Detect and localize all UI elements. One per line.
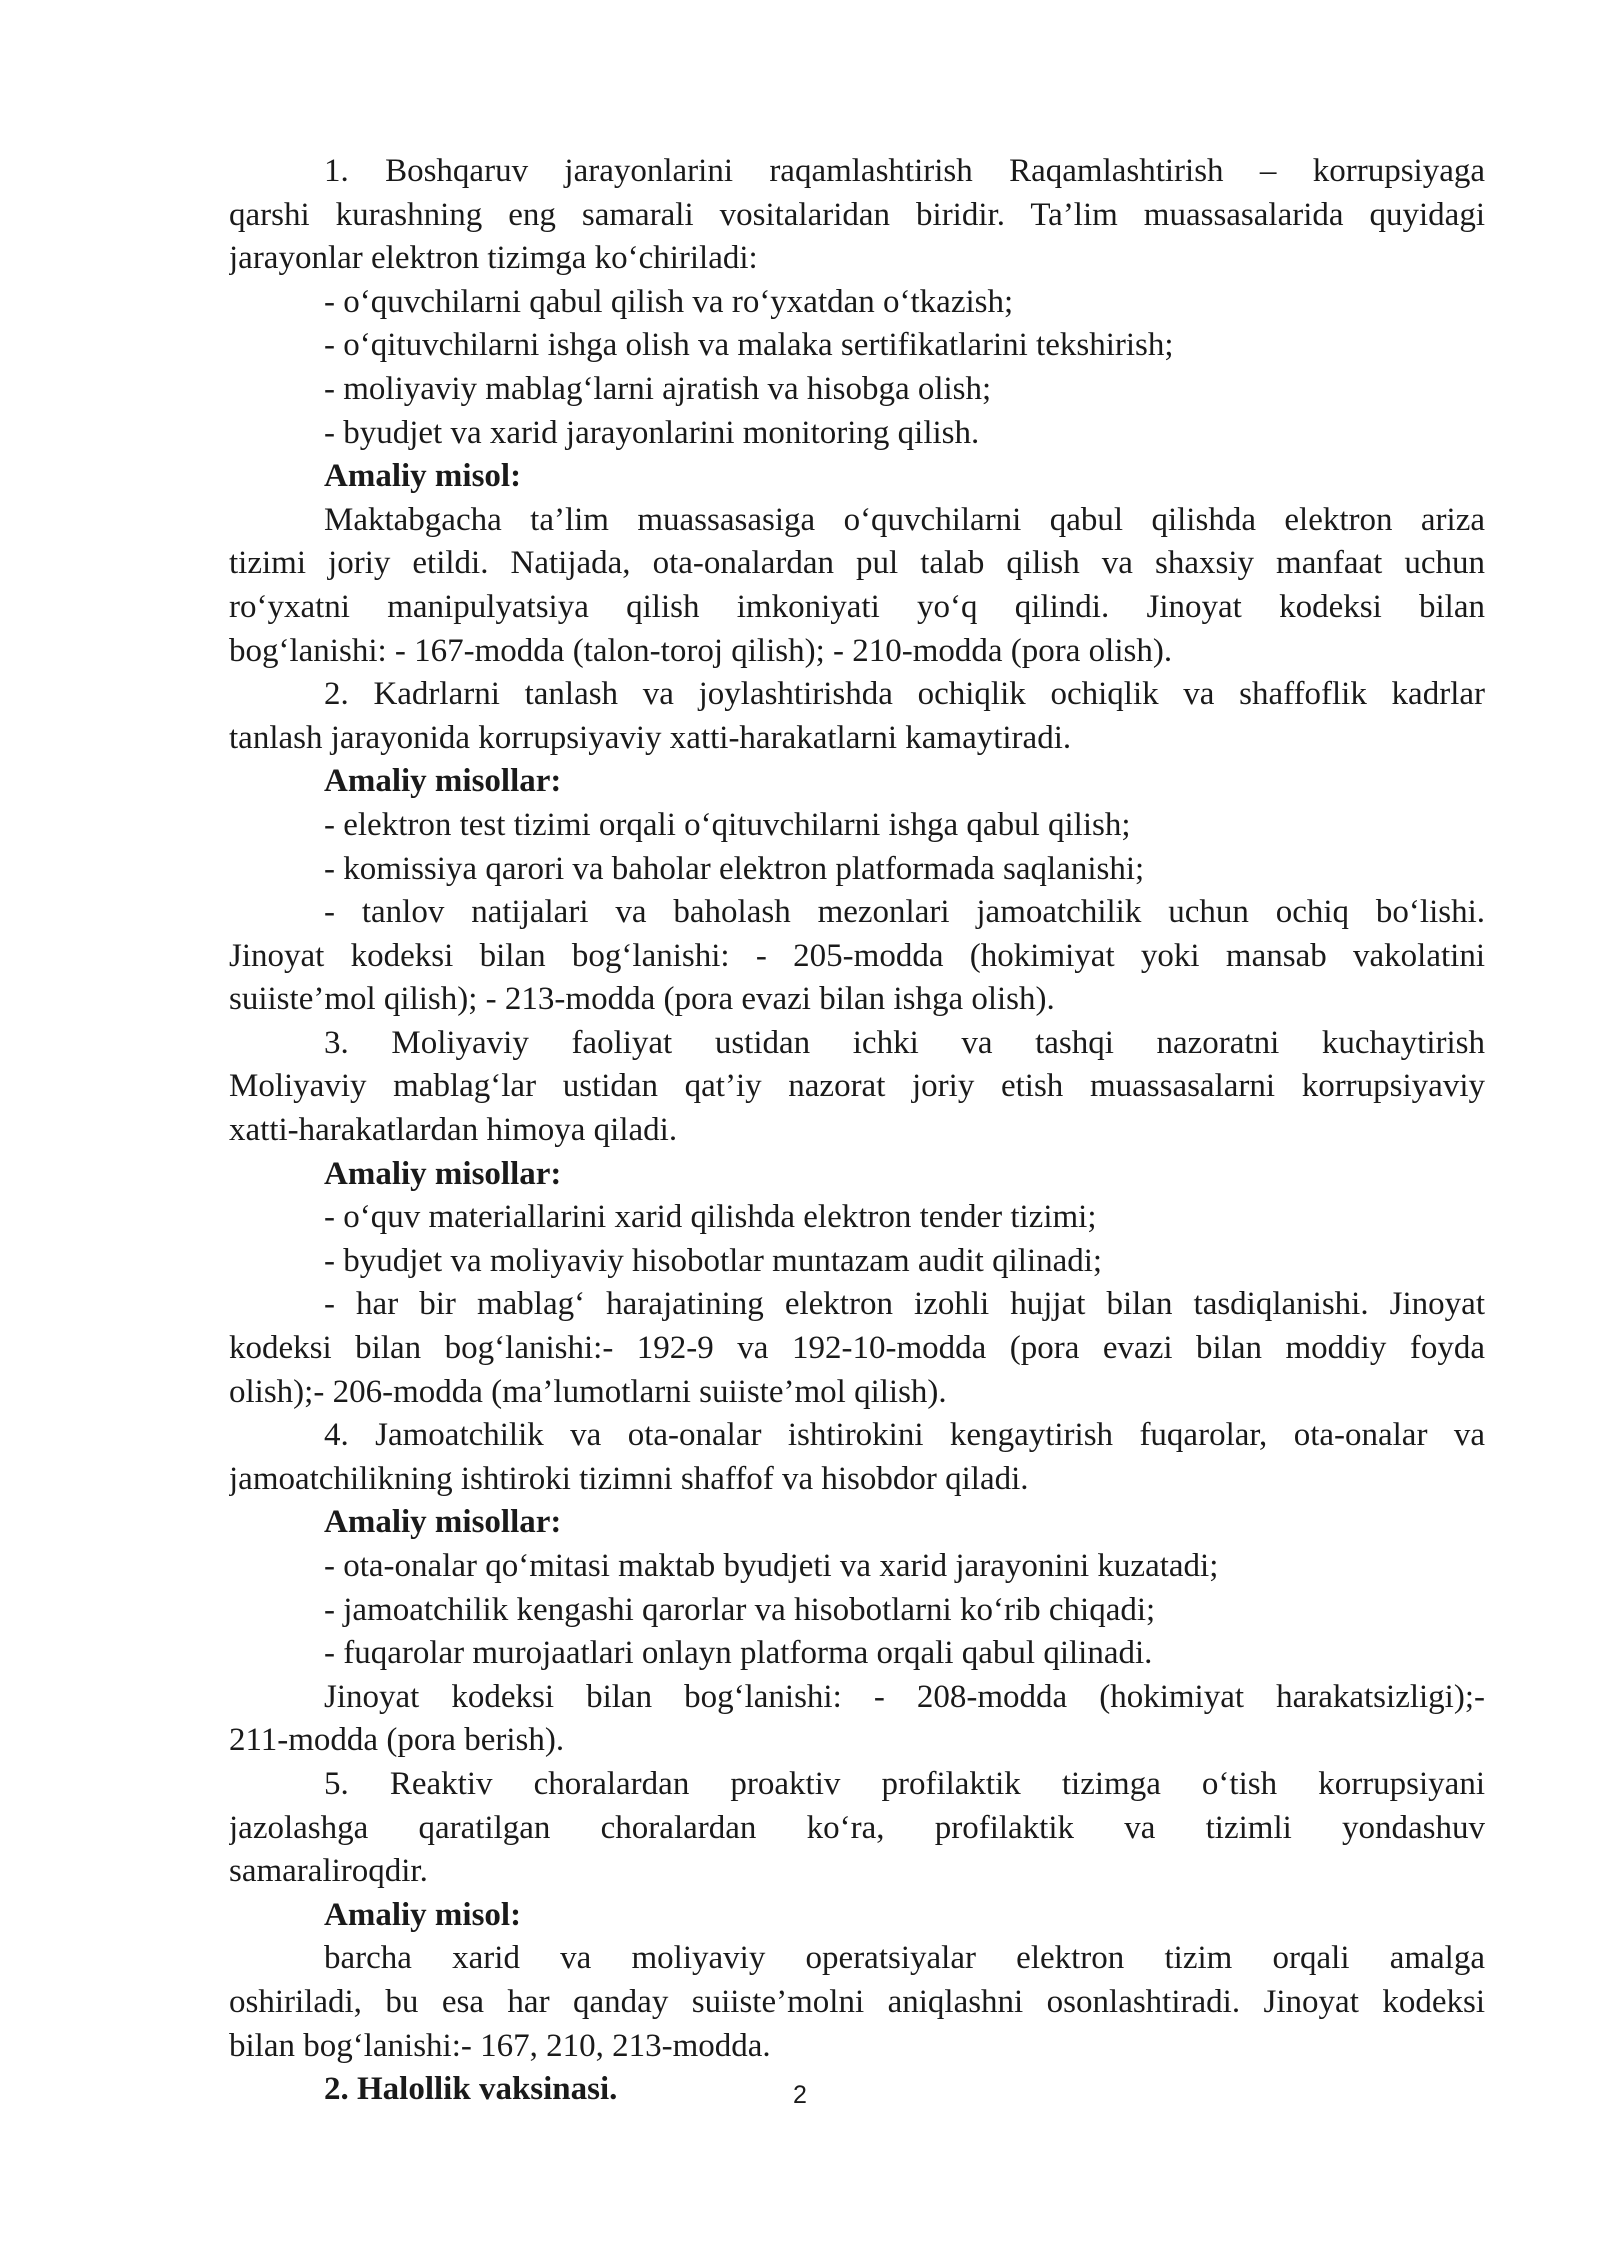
text-line: 211-modda (pora berish). [229,1722,565,1759]
text-line: - o‘quvchilarni qabul qilish va ro‘yxatdan o‘tkazish; [324,283,1014,320]
text-line: 1. Boshqaruv jarayonlarini raqamlashtirish Raqamlashtirish – korrupsiyaga [324,153,1485,189]
text-line: - o‘quv materiallarini xarid qilishda elektron tender tizimi; [324,1199,1097,1236]
text-line: bilan bog‘lanishi:- 167, 210, 213-modda. [229,2027,771,2064]
text-line: 2. Kadrlarni tanlash va joylashtirishda ochiqlik ochiqlik va shaffoflik kadrlar [324,676,1485,713]
text-line: - byudjet va xarid jarayonlarini monitoring qilish. [324,414,980,451]
text-line: - ota-onalar qo‘mitasi maktab byudjeti va xarid jarayonini kuzatadi; [324,1548,1219,1584]
text-line: bog‘lanishi: - 167-modda (talon-toroj qilish); - 210-modda (pora olish). [229,632,1173,669]
section-heading: Amaliy misollar: [324,1155,562,1192]
text-line: Jinoyat kodeksi bilan bog‘lanishi: - 208-modda (hokimiyat harakatsizligi);- [324,1678,1485,1715]
text-line: - byudjet va moliyaviy hisobotlar muntazam audit qilinadi; [324,1242,1103,1279]
text-line: - o‘qituvchilarni ishga olish va malaka sertifikatlarini tekshirish; [324,327,1174,364]
text-line: olish);- 206-modda (ma’lumotlarni suiiste’mol qilish). [229,1373,947,1410]
text-line: tanlash jarayonida korrupsiyaviy xatti-harakatlarni kamaytiradi. [229,719,1072,756]
text-line: Jinoyat kodeksi bilan bog‘lanishi: - 205-modda (hokimiyat yoki mansab vakolatini [229,937,1485,974]
text-line: - moliyaviy mablag‘larni ajratish va hisobga olish; [324,370,992,407]
text-line: ro‘yxatni manipulyatsiya qilish imkoniyati yo‘q qilindi. Jinoyat kodeksi bilan [229,588,1485,625]
text-line: kodeksi bilan bog‘lanishi:- 192-9 va 192-10-modda (pora evazi bilan moddiy foyda [229,1330,1485,1367]
text-line: - komissiya qarori va baholar elektron platformada saqlanishi; [324,850,1145,887]
text-line: - elektron test tizimi orqali o‘qituvchilarni ishga qabul qilish; [324,806,1131,843]
text-line: samaraliroqdir. [229,1853,428,1890]
document-body [229,150,1485,2112]
text-line: Moliyaviy mablag‘lar ustidan qat’iy nazorat joriy etish muassasalarni korrupsiyaviy [229,1068,1485,1105]
text-line: Maktabgacha ta’lim muassasasiga o‘quvchilarni qabul qilishda elektron ariza [324,501,1485,538]
text-line: oshiriladi, bu esa har qanday suiiste’molni aniqlashni osonlashtiradi. Jinoyat kodeksi [229,1983,1485,2020]
text-line: 5. Reaktiv choralardan proaktiv profilaktik tizimga o‘tish korrupsiyani [324,1765,1485,1802]
text-line: 4. Jamoatchilik va ota-onalar ishtirokini kengaytirish fuqarolar, ota-onalar va [324,1417,1485,1454]
section-heading: Amaliy misol: [324,458,522,495]
text-line: jamoatchilikning ishtiroki tizimni shaffof va hisobdor qiladi. [229,1460,1029,1497]
text-line: xatti-harakatlardan himoya qiladi. [229,1112,678,1149]
section-heading: Amaliy misollar: [324,763,562,800]
section-heading: Amaliy misol: [324,1896,522,1933]
page-number: 2 [793,2081,807,2109]
text-line: - jamoatchilik kengashi qarorlar va hisobotlarni ko‘rib chiqadi; [324,1591,1156,1628]
text-line: - har bir mablag‘ harajatining elektron izohli hujjat bilan tasdiqlanishi. Jinoyat [324,1286,1485,1323]
section-heading: 2. Halollik vaksinasi. [324,2071,618,2108]
text-line: - tanlov natijalari va baholash mezonlari jamoatchilik uchun ochiq bo‘lishi. [324,894,1485,931]
text-line: - fuqarolar murojaatlari onlayn platforma orqali qabul qilinadi. [324,1635,1153,1672]
text-line: barcha xarid va moliyaviy operatsiyalar elektron tizim orqali amalga [324,1940,1485,1977]
text-line: qarshi kurashning eng samarali vositalaridan biridir. Ta’lim muassasalarida quyidagi [229,196,1485,233]
section-heading: Amaliy misollar: [324,1504,562,1541]
text-line: suiiste’mol qilish); - 213-modda (pora evazi bilan ishga olish). [229,981,1055,1018]
text-line: jazolashga qaratilgan choralardan ko‘ra, profilaktik va tizimli yondashuv [229,1809,1485,1846]
text-line: jarayonlar elektron tizimga ko‘chiriladi: [229,240,758,277]
text-line: 3. Moliyaviy faoliyat ustidan ichki va tashqi nazoratni kuchaytirish [324,1024,1485,1061]
text-line: tizimi joriy etildi. Natijada, ota-onalardan pul talab qilish va shaxsiy manfaat uchun [229,545,1485,582]
